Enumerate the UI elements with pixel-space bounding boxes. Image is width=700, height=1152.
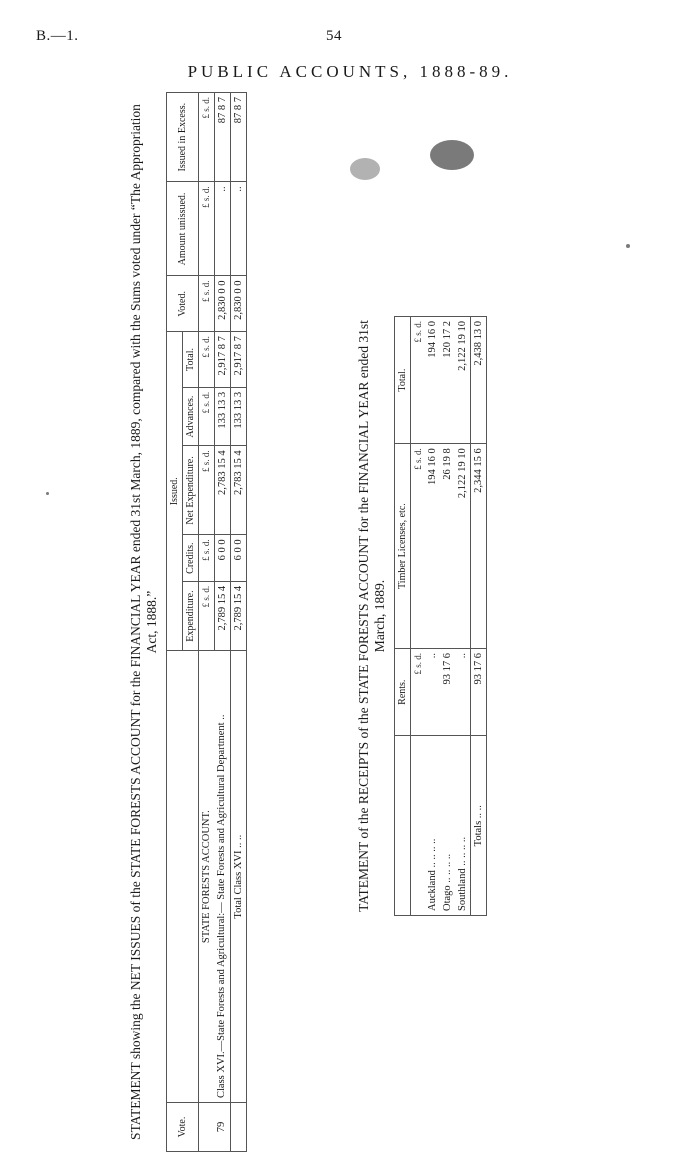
units-label: £ s. d. [199, 387, 215, 446]
total-credits: 6 0 0 [230, 535, 246, 581]
units-label: £ s. d. [411, 648, 426, 736]
rents-value: 93 17 6 [440, 648, 455, 736]
receipts-total-value: 2,122 19 10 [455, 317, 471, 444]
units-label: £ s. d. [411, 444, 426, 649]
table-row [455, 317, 471, 916]
document-reference: B.—1. [36, 28, 79, 44]
description-header [167, 651, 199, 1103]
timber-value: 26 19 8 [440, 444, 455, 649]
row-label: Class XVI.—State Forests and Agricultural:— State Forests and Agricultural Department .. [214, 651, 230, 1103]
units-label: £ s. d. [199, 93, 215, 182]
district-label: Southland .. .. .. .. [455, 736, 471, 916]
units-label: £ s. d. [199, 182, 215, 276]
total-advances: 133 13 3 [230, 387, 246, 446]
total-value: 2,917 8 7 [214, 332, 230, 388]
voted-value: 2,830 0 0 [214, 276, 230, 332]
net-issues-caption: STATEMENT showing the NET ISSUES of the STATE FORESTS ACCOUNT for the FINANCIAL YEAR ended 31st March, 1889, compared with the Sums voted under “The Appropriation Act, 1888.” [128, 104, 159, 1140]
totals-timber: 2,344 15 6 [471, 444, 487, 649]
units-label: £ s. d. [199, 535, 215, 581]
total-voted: 2,830 0 0 [230, 276, 246, 332]
district-header [395, 736, 411, 916]
table-row [214, 93, 230, 1152]
excess-value: 87 8 7 [214, 93, 230, 182]
totals-rents: 93 17 6 [471, 648, 487, 736]
page-number: 54 [326, 28, 342, 44]
totals-row [471, 317, 487, 916]
total-excess: 87 8 7 [230, 93, 246, 182]
timber-value: 194 16 0 [425, 444, 440, 649]
ink-blot [430, 140, 474, 170]
excess-header: Issued in Excess. [167, 93, 199, 182]
timber-value: 2,122 19 10 [455, 444, 471, 649]
receipts-total-value: 120 17 2 [440, 317, 455, 444]
rents-value: .. [455, 648, 471, 736]
total-unissued: .. [230, 182, 246, 276]
vote-number: 79 [214, 1103, 230, 1152]
district-label: Otago .. .. .. .. [440, 736, 455, 916]
credits-value: 6 0 0 [214, 535, 230, 581]
net-issues-statement [128, 92, 247, 1152]
receipts-total-value: 194 16 0 [425, 317, 440, 444]
total-total: 2,917 8 7 [230, 332, 246, 388]
receipts-statement [356, 316, 487, 916]
total-label: Total Class XVI .. .. [230, 651, 246, 1103]
rents-header: Rents. [395, 648, 411, 736]
district-label: Auckland .. .. .. .. [425, 736, 440, 916]
vote-header: Vote. [167, 1103, 199, 1152]
total-net-expenditure: 2,783 15 4 [230, 446, 246, 535]
net-issues-table [166, 92, 247, 1152]
table-row [440, 317, 455, 916]
units-label: £ s. d. [199, 276, 215, 332]
totals-total: 2,438 13 0 [471, 317, 487, 444]
units-label: £ s. d. [411, 317, 426, 444]
table-row [425, 317, 440, 916]
rents-value: .. [425, 648, 440, 736]
ink-speck [626, 244, 630, 248]
timber-licenses-header: Timber Licenses, etc. [395, 444, 411, 649]
section-heading: STATE FORESTS ACCOUNT. [199, 651, 215, 1103]
receipts-table [394, 316, 487, 916]
advances-value: 133 13 3 [214, 387, 230, 446]
advances-header: Advances. [183, 387, 199, 446]
units-label: £ s. d. [199, 332, 215, 388]
total-row [230, 93, 246, 1152]
totals-label: Totals .. .. [471, 736, 487, 916]
receipts-caption: TATEMENT of the RECEIPTS of the STATE FORESTS ACCOUNT for the FINANCIAL YEAR ended 31st March, 1889. [356, 320, 387, 912]
net-expenditure-value: 2,783 15 4 [214, 446, 230, 535]
ink-speck [46, 492, 49, 495]
issued-header: Issued. [167, 332, 183, 651]
expenditure-header: Expenditure. [183, 581, 199, 650]
ink-blot [350, 158, 380, 180]
total-header: Total. [183, 332, 199, 388]
receipts-total-header: Total. [395, 317, 411, 444]
units-label: £ s. d. [199, 446, 215, 535]
total-expenditure: 2,789 15 4 [230, 581, 246, 650]
unissued-value: .. [214, 182, 230, 276]
voted-header: Voted. [167, 276, 199, 332]
unissued-header: Amount unissued. [167, 182, 199, 276]
expenditure-value: 2,789 15 4 [214, 581, 230, 650]
page-heading: PUBLIC ACCOUNTS, 1888-89. [187, 62, 513, 81]
net-expenditure-header: Net Expenditure. [183, 446, 199, 535]
credits-header: Credits. [183, 535, 199, 581]
units-label: £ s. d. [199, 581, 215, 650]
